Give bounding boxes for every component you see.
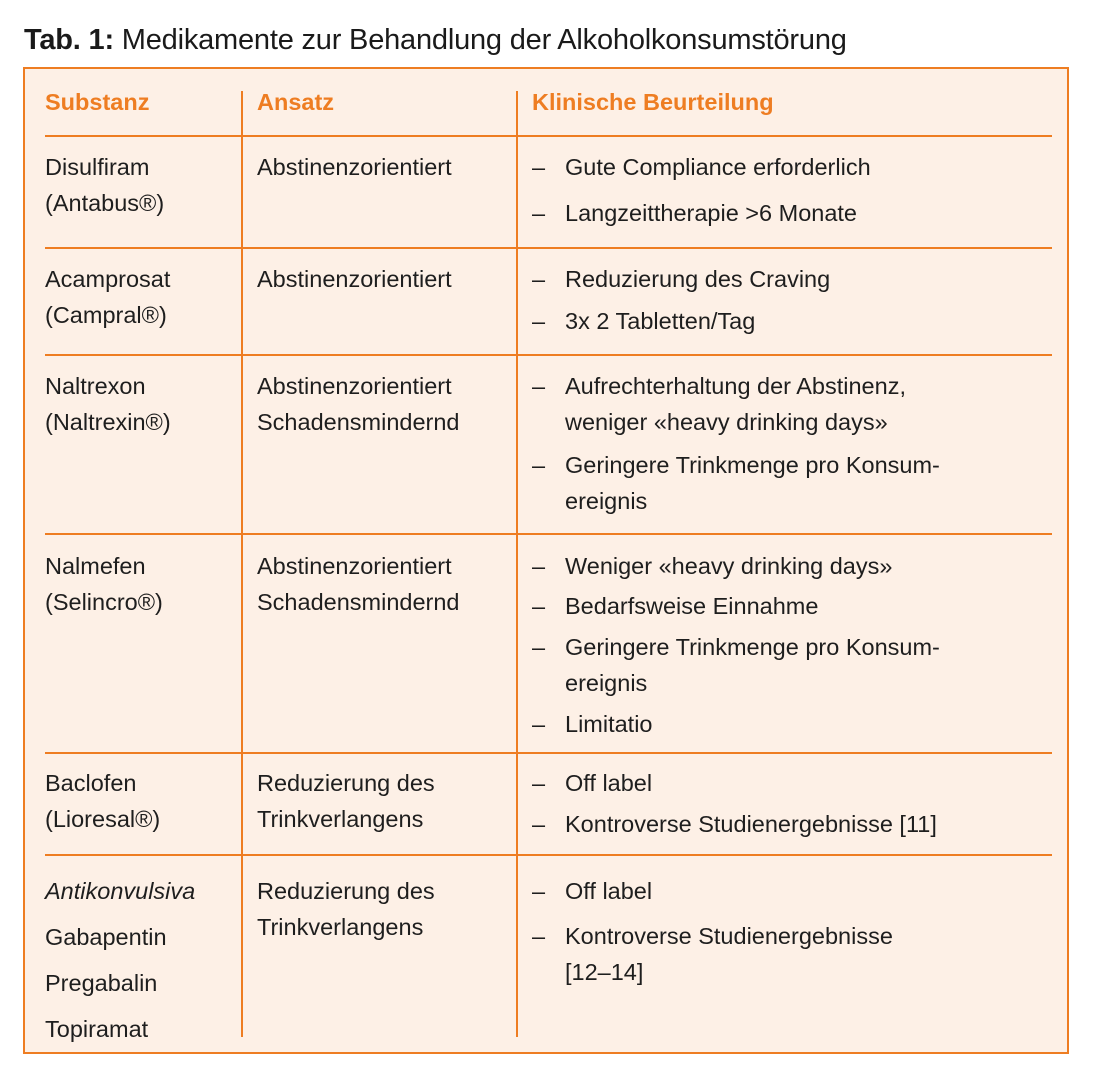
dash-marker: – — [532, 634, 546, 660]
substance-name: Naltrexon — [45, 373, 146, 399]
assessment-text — [565, 368, 906, 440]
row-divider — [45, 247, 1052, 249]
substanz-cell — [45, 548, 163, 620]
caption-text: Medikamente zur Behandlung der Alkoholkonsumstörung — [121, 24, 847, 56]
assessment-text: Reduzierung des Craving — [565, 266, 831, 292]
approach-text: Reduzierung des — [257, 770, 435, 796]
approach-text: Trinkverlangens — [257, 914, 424, 940]
ansatz-cell — [257, 368, 460, 440]
assessment-text: Langzeittherapie >6 Monate — [565, 200, 858, 226]
substanz-cell — [45, 149, 164, 221]
assessment-text: Gute Compliance erforderlich — [565, 154, 871, 180]
assessment-text: Off label — [565, 770, 653, 796]
substanz-cell — [45, 261, 170, 333]
medication-table — [23, 67, 1069, 1054]
dash-marker: – — [532, 266, 546, 292]
table-caption — [24, 22, 847, 58]
substance-name: Pregabalin — [45, 970, 158, 996]
assessment-line: Kontroverse Studienergebnisse — [565, 923, 893, 949]
brand-name: (Antabus®) — [45, 190, 165, 216]
assessment-line: ereignis — [565, 488, 648, 514]
substance-name: Acamprosat — [45, 266, 171, 292]
substanz-cell — [45, 368, 171, 440]
header-ansatz: Ansatz — [257, 89, 335, 115]
row-divider — [45, 752, 1052, 754]
substance-name: Nalmefen — [45, 553, 146, 579]
approach-text: Abstinenzorientiert — [257, 266, 452, 292]
ansatz-cell — [257, 765, 435, 837]
caption-label: Tab. 1: — [24, 24, 114, 56]
column-divider — [241, 91, 243, 1037]
dash-marker: – — [532, 154, 546, 180]
dash-marker: – — [532, 308, 546, 334]
assessment-text: Weniger «heavy drinking days» — [565, 553, 893, 579]
approach-text: Abstinenzorientiert — [257, 373, 452, 399]
assessment-line: [12–14] — [565, 959, 644, 985]
column-divider — [516, 91, 518, 1037]
assessment-text — [565, 629, 940, 701]
assessment-text: Off label — [565, 878, 653, 904]
brand-name: (Campral®) — [45, 302, 167, 328]
substanz-cell — [45, 765, 160, 837]
dash-marker: – — [532, 770, 546, 796]
dash-marker: – — [532, 811, 546, 837]
assessment-text — [565, 918, 893, 990]
approach-text: Trinkverlangens — [257, 806, 424, 832]
assessment-text — [565, 447, 940, 519]
assessment-line: Geringere Trinkmenge pro Konsum- — [565, 452, 940, 478]
assessment-text: Kontroverse Studienergebnisse [11] — [565, 811, 937, 837]
ansatz-cell — [257, 548, 460, 620]
assessment-text: 3x 2 Tabletten/Tag — [565, 308, 756, 334]
header-klinische-beurteilung: Klinische Beurteilung — [532, 89, 774, 115]
substanz-cell — [45, 868, 195, 1052]
row-divider — [45, 533, 1052, 535]
approach-text: Schadensmindernd — [257, 409, 460, 435]
brand-name: (Lioresal®) — [45, 806, 161, 832]
substance-name: Gabapentin — [45, 924, 167, 950]
dash-marker: – — [532, 711, 546, 737]
approach-text: Schadensmindernd — [257, 589, 460, 615]
brand-name: (Naltrexin®) — [45, 409, 171, 435]
substance-class: Antikonvulsiva — [45, 878, 196, 904]
row-divider — [45, 354, 1052, 356]
assessment-line: ereignis — [565, 670, 648, 696]
approach-text: Abstinenzorientiert — [257, 553, 452, 579]
ansatz-cell — [257, 261, 452, 297]
substance-name: Disulfiram — [45, 154, 150, 180]
substance-name: Baclofen — [45, 770, 137, 796]
assessment-line: Aufrechterhaltung der Abstinenz, — [565, 373, 906, 399]
header-substanz: Substanz — [45, 89, 150, 115]
dash-marker: – — [532, 452, 546, 478]
dash-marker: – — [532, 923, 546, 949]
dash-marker: – — [532, 373, 546, 399]
approach-text: Abstinenzorientiert — [257, 154, 452, 180]
brand-name: (Selincro®) — [45, 589, 163, 615]
assessment-line: weniger «heavy drinking days» — [565, 409, 888, 435]
assessment-text: Limitatio — [565, 711, 653, 737]
substance-name: Topiramat — [45, 1016, 149, 1042]
dash-marker: – — [532, 878, 546, 904]
header-rule — [45, 135, 1052, 137]
row-divider — [45, 854, 1052, 856]
ansatz-cell — [257, 873, 435, 945]
dash-marker: – — [532, 200, 546, 226]
dash-marker: – — [532, 593, 546, 619]
assessment-line: Geringere Trinkmenge pro Konsum- — [565, 634, 940, 660]
dash-marker: – — [532, 553, 546, 579]
assessment-text: Bedarfsweise Einnahme — [565, 593, 819, 619]
ansatz-cell — [257, 149, 452, 185]
approach-text: Reduzierung des — [257, 878, 435, 904]
